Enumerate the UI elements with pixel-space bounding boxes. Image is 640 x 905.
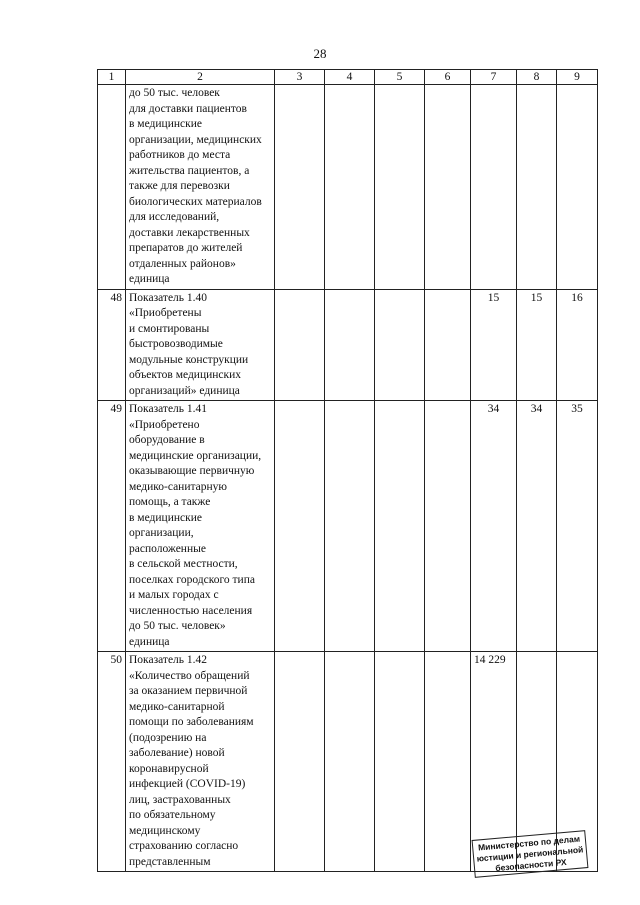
value-cell: [325, 85, 375, 290]
indicator-table: [97, 69, 598, 872]
header-row: [98, 70, 598, 85]
indicator-text: Показатель 1.40 «Приобретены и смонтированы быстровозводимые модульные конструкции объектов медицинских организаций» единица: [126, 289, 275, 401]
value-cell: [375, 401, 425, 652]
value-cell: [375, 289, 425, 401]
value-cell: [275, 289, 325, 401]
column-header: 3: [275, 70, 325, 85]
table-row: [98, 85, 598, 290]
value-cell: [275, 85, 325, 290]
value-cell: [325, 652, 375, 872]
value-cell: 14 229: [471, 652, 517, 872]
value-cell: [275, 652, 325, 872]
column-header: 7: [471, 70, 517, 85]
column-header: 4: [325, 70, 375, 85]
value-cell: 15: [517, 289, 557, 401]
value-cell: [275, 401, 325, 652]
value-cell: 35: [557, 401, 598, 652]
registration-stamp: Министерство по делам юстиции и региональной безопасности РХ: [472, 830, 589, 878]
value-cell: 34: [517, 401, 557, 652]
value-cell: [425, 85, 471, 290]
column-header: 1: [98, 70, 126, 85]
value-cell: [325, 401, 375, 652]
row-number: 49: [98, 401, 126, 652]
column-header: 6: [425, 70, 471, 85]
column-header: 5: [375, 70, 425, 85]
value-cell: [425, 289, 471, 401]
value-cell: [425, 401, 471, 652]
value-cell: 16: [557, 289, 598, 401]
indicator-text: Показатель 1.41 «Приобретено оборудование в медицинские организации, оказывающие первичную медико-санитарную помощь, а также в медицинские организации, расположенные в сельской местности, поселках городского типа и малых городах с численностью населения до 50 тыс. человек» единица: [126, 401, 275, 652]
indicator-text: Показатель 1.42 «Количество обращений за оказанием первичной медико-санитарной помощи по заболеваниям (подозрению на заболевание) новой коронавирусной инфекцией (COVID-19) лиц, застрахованных по обязательному медицинскому страхованию согласно представленным: [126, 652, 275, 872]
row-number: 48: [98, 289, 126, 401]
value-cell: 15: [471, 289, 517, 401]
indicator-text: до 50 тыс. человек для доставки пациентов в медицинские организации, медицинских работников до места жительства пациентов, а также для перевозки биологических материалов для исследований, доставки лекарственных препаратов до жителей отдаленных районов» единица: [126, 85, 275, 290]
value-cell: [557, 85, 598, 290]
value-cell: [471, 85, 517, 290]
column-header: 2: [126, 70, 275, 85]
value-cell: [375, 652, 425, 872]
page-number: 28: [313, 46, 327, 61]
row-number: 50: [98, 652, 126, 872]
value-cell: [325, 289, 375, 401]
table-row: [98, 289, 598, 401]
value-cell: [425, 652, 471, 872]
value-cell: 34: [471, 401, 517, 652]
column-header: 9: [557, 70, 598, 85]
value-cell: [375, 85, 425, 290]
value-cell: [517, 85, 557, 290]
row-number: [98, 85, 126, 290]
column-header: 8: [517, 70, 557, 85]
table-row: [98, 401, 598, 652]
